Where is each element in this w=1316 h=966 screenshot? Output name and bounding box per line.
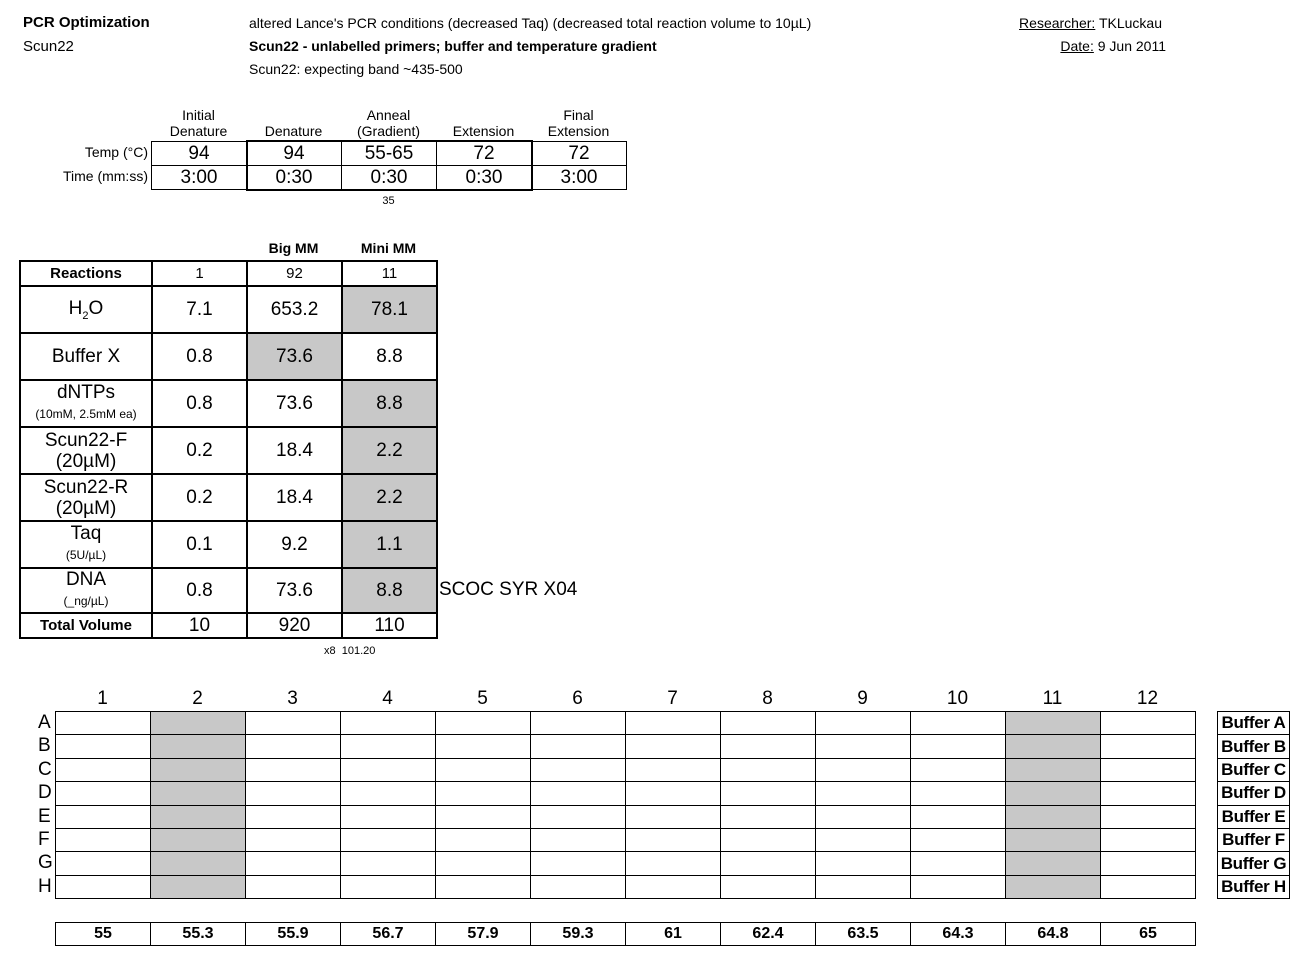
gradient-temp-cell: 62.4 (720, 922, 816, 946)
reagent-value: 0.8 (151, 567, 248, 614)
plate-well (150, 711, 246, 735)
plate-column-label: 2 (192, 688, 203, 709)
plate-well (1100, 734, 1196, 758)
reagent-value: 653.2 (246, 285, 343, 334)
plate-well (720, 875, 816, 899)
plate-well (55, 758, 151, 782)
reagent-value: 9.2 (246, 520, 343, 569)
plate-well (340, 805, 436, 829)
reagent-value: 73.6 (246, 567, 343, 614)
plate-column-label: 6 (572, 688, 583, 709)
plate-well (815, 828, 911, 852)
plate-well (55, 851, 151, 875)
plate-row-label: F (38, 829, 50, 850)
header-note-3: Scun22: expecting band ~435-500 (249, 61, 463, 77)
plate-well (625, 734, 721, 758)
plate-well (245, 805, 341, 829)
gradient-temp-cell: 55.9 (245, 922, 341, 946)
cycle-row-label-time: Time (mm:ss) (62, 168, 148, 184)
plate-row-label: A (38, 712, 51, 733)
plate-well (150, 781, 246, 805)
reagent-value: 73.6 (246, 379, 343, 428)
plate-column-label: 12 (1136, 688, 1159, 709)
reagent-label-h2o: $H_2O$ (19, 285, 153, 334)
gradient-temp-cell: 61 (625, 922, 721, 946)
gradient-temp-cell: 64.3 (910, 922, 1006, 946)
gradient-temp-cell: 55 (55, 922, 151, 946)
plate-well (435, 875, 531, 899)
plate-well (435, 828, 531, 852)
plate-well (530, 781, 626, 805)
gradient-temp-cell: 55.3 (150, 922, 246, 946)
reagent-value: 1.1 (341, 520, 438, 569)
plate-well (1005, 781, 1101, 805)
cycle-repeat-box (246, 140, 533, 191)
multiplier-note: x8 101.20 (324, 645, 376, 657)
cycle-temp-cell: 72 (531, 141, 627, 166)
plate-well (530, 828, 626, 852)
plate-well (530, 851, 626, 875)
plate-well (150, 875, 246, 899)
plate-well (435, 758, 531, 782)
plate-well (340, 851, 436, 875)
dna-sample-label: SCOC SYR X04 (439, 579, 578, 600)
plate-well (55, 828, 151, 852)
plate-well (530, 711, 626, 735)
cycle-step-header: Initial Denature (169, 107, 228, 139)
buffer-label: Buffer H (1217, 875, 1290, 899)
plate-well (1005, 711, 1101, 735)
reagent-value: 18.4 (246, 426, 343, 475)
plate-column-label: 11 (1042, 688, 1063, 709)
plate-well (1005, 758, 1101, 782)
plate-well (625, 781, 721, 805)
cycle-row-label-temp: Temp (°C) (84, 144, 148, 160)
plate-well (1100, 851, 1196, 875)
cycle-temp-cell: 55-65 (341, 141, 437, 166)
plate-well (245, 758, 341, 782)
reagent-value: 0.2 (151, 473, 248, 522)
page-title: PCR Optimization (23, 14, 150, 31)
plate-well (530, 758, 626, 782)
plate-well (910, 875, 1006, 899)
reagent-value: 73.6 (246, 332, 343, 381)
plate-well (1005, 734, 1101, 758)
cycle-temp-cell: 72 (436, 141, 532, 166)
plate-well (1005, 828, 1101, 852)
cycle-step-header: Extension (452, 123, 515, 139)
cycle-time-cell: 0:30 (341, 165, 437, 190)
plate-well (720, 828, 816, 852)
plate-well (340, 781, 436, 805)
plate-well (245, 734, 341, 758)
plate-column-label: 9 (857, 688, 868, 709)
plate-row-label: G (38, 852, 53, 874)
plate-well (720, 711, 816, 735)
plate-column-label: 4 (382, 688, 393, 709)
plate-well (910, 828, 1006, 852)
plate-row-label: B (38, 735, 51, 757)
plate-well (1005, 805, 1101, 829)
plate-well (1100, 758, 1196, 782)
plate-well (245, 851, 341, 875)
plate-well (150, 851, 246, 875)
plate-well (815, 805, 911, 829)
cycle-step-header: Final Extension (547, 107, 610, 139)
plate-column-label: 1 (97, 688, 108, 709)
plate-column-label: 5 (477, 688, 488, 709)
plate-well (815, 781, 911, 805)
header-note-1: altered Lance's PCR conditions (decreased Taq) (decreased total reaction volume to 10µL) (249, 15, 812, 31)
date-label: Date: (1060, 38, 1094, 54)
plate-column-label: 8 (762, 688, 773, 709)
plate-well (910, 711, 1006, 735)
mini-mm-label: Mini MM (360, 240, 417, 256)
plate-well (245, 828, 341, 852)
reagent-value: 8.8 (341, 332, 438, 381)
buffer-label: Buffer C (1217, 758, 1290, 782)
reagent-value: 0.8 (151, 332, 248, 381)
plate-row-label: C (38, 758, 52, 780)
reagent-value: 8.8 (341, 567, 438, 614)
reagent-label-taq: Taq (5U/µL) (19, 520, 153, 569)
plate-row-label: E (38, 805, 51, 827)
plate-well (910, 734, 1006, 758)
gradient-temp-cell: 57.9 (435, 922, 531, 946)
plate-well (815, 711, 911, 735)
plate-column-label: 10 (946, 688, 969, 709)
cycle-count: 35 (382, 195, 395, 207)
plate-well (340, 828, 436, 852)
plate-well (340, 875, 436, 899)
plate-well (340, 711, 436, 735)
plate-well (1005, 851, 1101, 875)
plate-well (435, 711, 531, 735)
plate-row-label: D (38, 782, 52, 804)
reagent-value: 78.1 (341, 285, 438, 334)
researcher-label: Researcher: (1019, 15, 1096, 31)
gradient-temp-cell: 63.5 (815, 922, 911, 946)
plate-well (55, 805, 151, 829)
plate-well (530, 734, 626, 758)
total-volume-label: Total Volume (19, 612, 153, 639)
plate-well (1100, 828, 1196, 852)
plate-well (435, 781, 531, 805)
cycle-time-cell: 3:00 (151, 165, 247, 190)
plate-well (435, 734, 531, 758)
reagent-label-dna: DNA (_ng/µL) (19, 567, 153, 614)
plate-well (245, 875, 341, 899)
total-volume-cell: 10 (151, 612, 248, 639)
reagent-value: 2.2 (341, 473, 438, 522)
reagent-value: 2.2 (341, 426, 438, 475)
plate-well (55, 781, 151, 805)
plate-well (1100, 805, 1196, 829)
plate-well (625, 828, 721, 852)
reactions-label: Reactions (19, 260, 153, 287)
reagent-label-buffer: Buffer X (19, 332, 153, 381)
plate-well (910, 758, 1006, 782)
plate-well (245, 711, 341, 735)
reactions-cell: 1 (151, 260, 248, 287)
plate-well (910, 851, 1006, 875)
gradient-temp-cell: 56.7 (340, 922, 436, 946)
buffer-label: Buffer G (1217, 851, 1290, 875)
plate-well (55, 875, 151, 899)
total-volume-cell: 110 (341, 612, 438, 639)
reagent-value: 0.2 (151, 426, 248, 475)
plate-well (625, 758, 721, 782)
cycle-step-header: Denature (264, 123, 323, 139)
plate-well (625, 805, 721, 829)
plate-column-label: 3 (287, 688, 298, 709)
plate-well (625, 711, 721, 735)
reactions-cell: 92 (246, 260, 343, 287)
plate-well (815, 851, 911, 875)
plate-well (150, 828, 246, 852)
reactions-cell: 11 (341, 260, 438, 287)
plate-well (815, 875, 911, 899)
plate-row-label: H (38, 875, 52, 897)
big-mm-label: Big MM (268, 240, 319, 256)
plate-well (815, 758, 911, 782)
cycle-temp-cell: 94 (246, 141, 342, 166)
gradient-temp-cell: 65 (1100, 922, 1196, 946)
plate-well (1100, 711, 1196, 735)
plate-well (530, 875, 626, 899)
cycle-time-cell: 0:30 (436, 165, 532, 190)
plate-well (435, 805, 531, 829)
plate-well (55, 711, 151, 735)
plate-well (815, 734, 911, 758)
reagent-value: 7.1 (151, 285, 248, 334)
plate-well (720, 805, 816, 829)
plate-well (910, 805, 1006, 829)
reagent-value: 0.8 (151, 379, 248, 428)
buffer-label: Buffer D (1217, 781, 1290, 805)
plate-well (1100, 875, 1196, 899)
buffer-label: Buffer A (1217, 711, 1290, 735)
date-field (1060, 38, 1166, 54)
researcher-name: TKLuckau (1098, 15, 1162, 31)
plate-well (530, 805, 626, 829)
plate-well (720, 781, 816, 805)
plate-well (625, 851, 721, 875)
reagent-label-dntps: dNTPs (10mM, 2.5mM ea) (19, 379, 153, 428)
cycle-step-header: Anneal (Gradient) (356, 107, 421, 139)
header-note-2: Scun22 - unlabelled primers; buffer and temperature gradient (249, 38, 657, 54)
reagent-value: 0.1 (151, 520, 248, 569)
plate-well (720, 734, 816, 758)
plate-well (1005, 875, 1101, 899)
reagent-label-primer-r: Scun22-R (20µM) (19, 473, 153, 522)
buffer-label: Buffer F (1217, 828, 1290, 852)
cycle-time-cell: 0:30 (246, 165, 342, 190)
plate-well (435, 851, 531, 875)
plate-column-label: 7 (667, 688, 678, 709)
plate-well (910, 781, 1006, 805)
researcher-field (1019, 15, 1162, 31)
total-volume-cell: 920 (246, 612, 343, 639)
buffer-label: Buffer E (1217, 805, 1290, 829)
plate-well (625, 875, 721, 899)
plate-well (55, 734, 151, 758)
plate-well (340, 758, 436, 782)
gradient-temp-cell: 59.3 (530, 922, 626, 946)
plate-well (150, 734, 246, 758)
buffer-label: Buffer B (1217, 734, 1290, 758)
cycle-temp-cell: 94 (151, 141, 247, 166)
plate-well (150, 758, 246, 782)
reagent-value: 18.4 (246, 473, 343, 522)
gradient-temp-cell: 64.8 (1005, 922, 1101, 946)
plate-well (1100, 781, 1196, 805)
plate-well (720, 851, 816, 875)
plate-well (150, 805, 246, 829)
cycle-time-cell: 3:00 (531, 165, 627, 190)
plate-well (340, 734, 436, 758)
page-subtitle: Scun22 (23, 38, 74, 55)
reagent-value: 8.8 (341, 379, 438, 428)
plate-well (720, 758, 816, 782)
date-value: 9 Jun 2011 (1097, 38, 1166, 54)
reagent-label-primer-f: Scun22-F (20µM) (19, 426, 153, 475)
plate-well (245, 781, 341, 805)
